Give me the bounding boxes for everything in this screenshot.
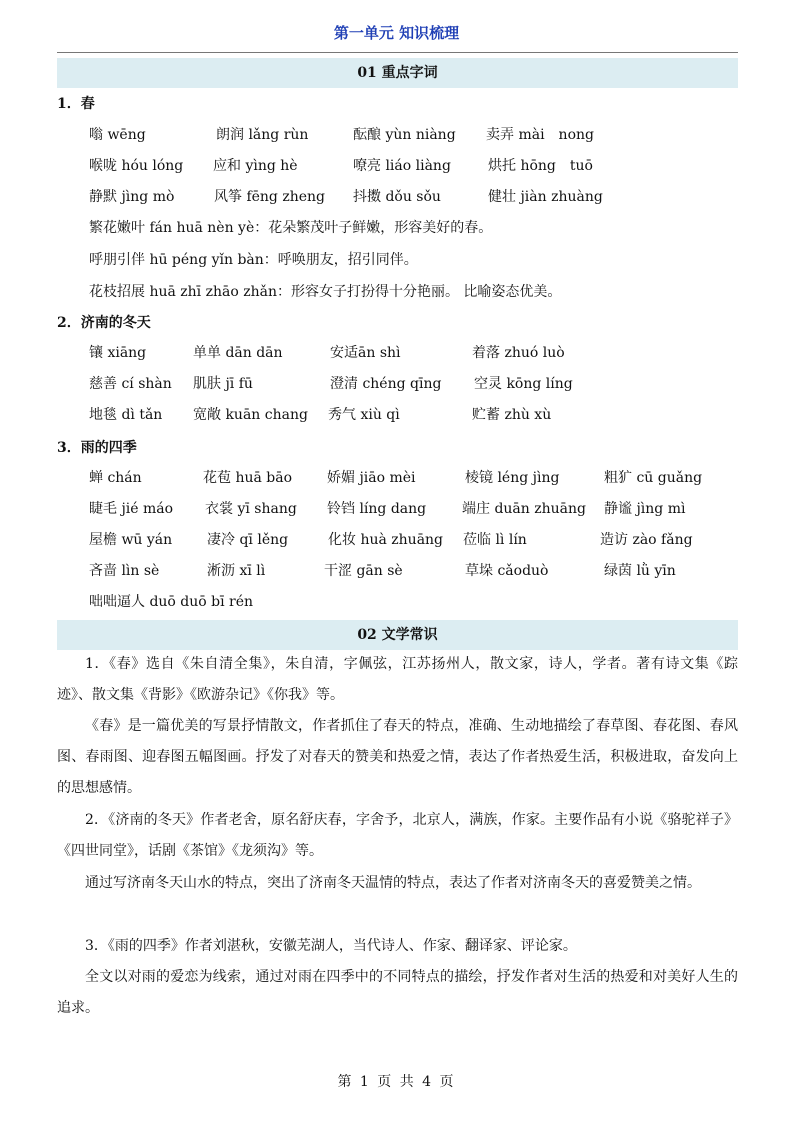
page-title: 第一单元 知识梳理	[333, 24, 460, 42]
vocab-item: 慈善 cí shàn	[89, 376, 172, 392]
vocab-item: 吝啬 lìn sè	[89, 563, 160, 579]
vocab-row	[0, 373, 793, 395]
vocab-item: 风筝 fēng zheng	[214, 189, 326, 205]
vocab-item: 喉咙 hóu lóng	[89, 158, 184, 174]
vocab-item: 卖弄 mài nong	[486, 127, 594, 143]
vocab-item: 蝉 chán	[89, 470, 142, 486]
vocab-item: 朗润 lǎng rùn	[216, 127, 309, 143]
vocab-item: 化妆 huà zhuāng	[328, 532, 444, 548]
paragraph: 《春》是一篇优美的写景抒情散文，作者抓住了春天的特点，准确、生动地描绘了春草图、春花图、春风图、春雨图、迎春图五幅图画。抒发了对春天的赞美和热爱之情，表达了作者热爱生活，积极进取，奋发向上的思想感情。	[57, 718, 738, 796]
vocab-row	[0, 124, 793, 146]
vocab-item: 咄咄逼人 duō duō bī rén	[89, 594, 254, 610]
section-heading-literary-knowledge: 02 文学常识	[57, 620, 738, 650]
idiom-note: 花枝招展 huā zhī zhāo zhǎn：形容女子打扮得十分艳丽。 比喻姿态优美。	[89, 284, 562, 300]
vocab-item: 肌肤 jī fū	[193, 376, 253, 392]
vocab-item: 秀气 xiù qì	[328, 407, 400, 423]
vocab-row	[0, 498, 793, 520]
idiom-note: 繁花嫩叶 fán huā nèn yè：花朵繁茂叶子鲜嫩，形容美好的春。	[89, 220, 493, 236]
vocab-item: 衣裳 yī shang	[205, 501, 297, 517]
vocab-item: 健壮 jiàn zhuàng	[488, 189, 603, 205]
vocab-item: 铃铛 líng dang	[327, 501, 427, 517]
vocab-item: 澄清 chéng qīng	[330, 376, 442, 392]
vocab-item: 棱镜 léng jìng	[465, 470, 560, 486]
vocab-row	[0, 560, 793, 582]
paragraph: 2．《济南的冬天》作者老舍，原名舒庆春，字舍予，北京人，满族，作家。主要作品有小说《骆驼祥子》《四世同堂》，话剧《茶馆》《龙须沟》等。	[57, 812, 738, 859]
vocab-row	[0, 186, 793, 208]
vocab-item: 嗡 wēng	[89, 127, 146, 143]
vocab-item: 草垛 cǎoduò	[465, 563, 549, 579]
section-heading-key-words: 01 重点字词	[57, 58, 738, 88]
vocab-item: 酝酿 yùn niàng	[353, 127, 456, 143]
vocab-item: 花苞 huā bāo	[203, 470, 293, 486]
vocab-item: 镶 xiāng	[89, 345, 147, 361]
page-footer: 第 1 页 共 4 页	[337, 1074, 456, 1090]
vocab-item: 莅临 lì lín	[463, 532, 527, 548]
vocab-item: 端庄 duān zhuāng	[462, 501, 586, 517]
vocab-item: 贮蓄 zhù xù	[472, 407, 552, 423]
vocab-item: 娇媚 jiāo mèi	[327, 470, 416, 486]
vocab-item: 烘托 hōng tuō	[488, 158, 593, 174]
vocab-row	[0, 342, 793, 364]
vocab-item: 睫毛 jié máo	[89, 501, 174, 517]
idiom-note: 呼朋引伴 hū péng yǐn bàn：呼唤朋友，招引同伴。	[89, 252, 418, 268]
vocab-item: 凄冷 qī lěng	[207, 532, 289, 548]
vocab-item: 抖擞 dǒu sǒu	[353, 189, 441, 205]
vocab-item: 造访 zào fǎng	[600, 532, 693, 548]
vocab-item: 地毯 dì tǎn	[89, 407, 163, 423]
vocab-row	[0, 467, 793, 489]
vocab-item: 宽敞 kuān chang	[193, 407, 308, 423]
group-title-jinan-winter: 2．济南的冬天	[57, 315, 151, 331]
vocab-row	[0, 591, 793, 613]
paragraph: 3．《雨的四季》作者刘湛秋，安徽芜湖人，当代诗人、作家、翻译家、评论家。	[85, 938, 577, 954]
vocab-item: 屋檐 wū yán	[89, 532, 173, 548]
vocab-item: 淅沥 xī lì	[207, 563, 266, 579]
vocab-row	[0, 404, 793, 426]
vocab-item: 嘹亮 liáo liàng	[353, 158, 451, 174]
vocab-item: 静默 jìng mò	[89, 189, 175, 205]
paragraph: 全文以对雨的爱恋为线索，通过对雨在四季中的不同特点的描绘，抒发作者对生活的热爱和对美好人生的追求。	[57, 969, 738, 1016]
vocab-row	[0, 155, 793, 177]
vocab-item: 安适ān shì	[330, 345, 401, 361]
paragraph: 1．《春》选自《朱自清全集》，朱自清，字佩弦，江苏扬州人，散文家，诗人，学者。著有诗文集《踪迹》、散文集《背影》《欧游杂记》《你我》等。	[57, 656, 738, 703]
vocab-row	[0, 529, 793, 551]
vocab-item: 粗犷 cū guǎng	[604, 470, 703, 486]
vocab-item: 着落 zhuó luò	[472, 345, 565, 361]
vocab-item: 干涩 gān sè	[324, 563, 403, 579]
group-title-chun: 1．春	[57, 96, 95, 112]
vocab-item: 空灵 kōng líng	[474, 376, 573, 392]
vocab-item: 绿茵 lǜ yīn	[604, 563, 676, 579]
paragraph: 通过写济南冬天山水的特点，突出了济南冬天温情的特点，表达了作者对济南冬天的喜爱赞美之情。	[85, 875, 701, 891]
title-divider	[57, 52, 738, 53]
vocab-item: 静谧 jìng mì	[604, 501, 686, 517]
group-title-rain-seasons: 3．雨的四季	[57, 440, 137, 456]
vocab-item: 单单 dān dān	[193, 345, 283, 361]
vocab-item: 应和 yìng hè	[213, 158, 298, 174]
